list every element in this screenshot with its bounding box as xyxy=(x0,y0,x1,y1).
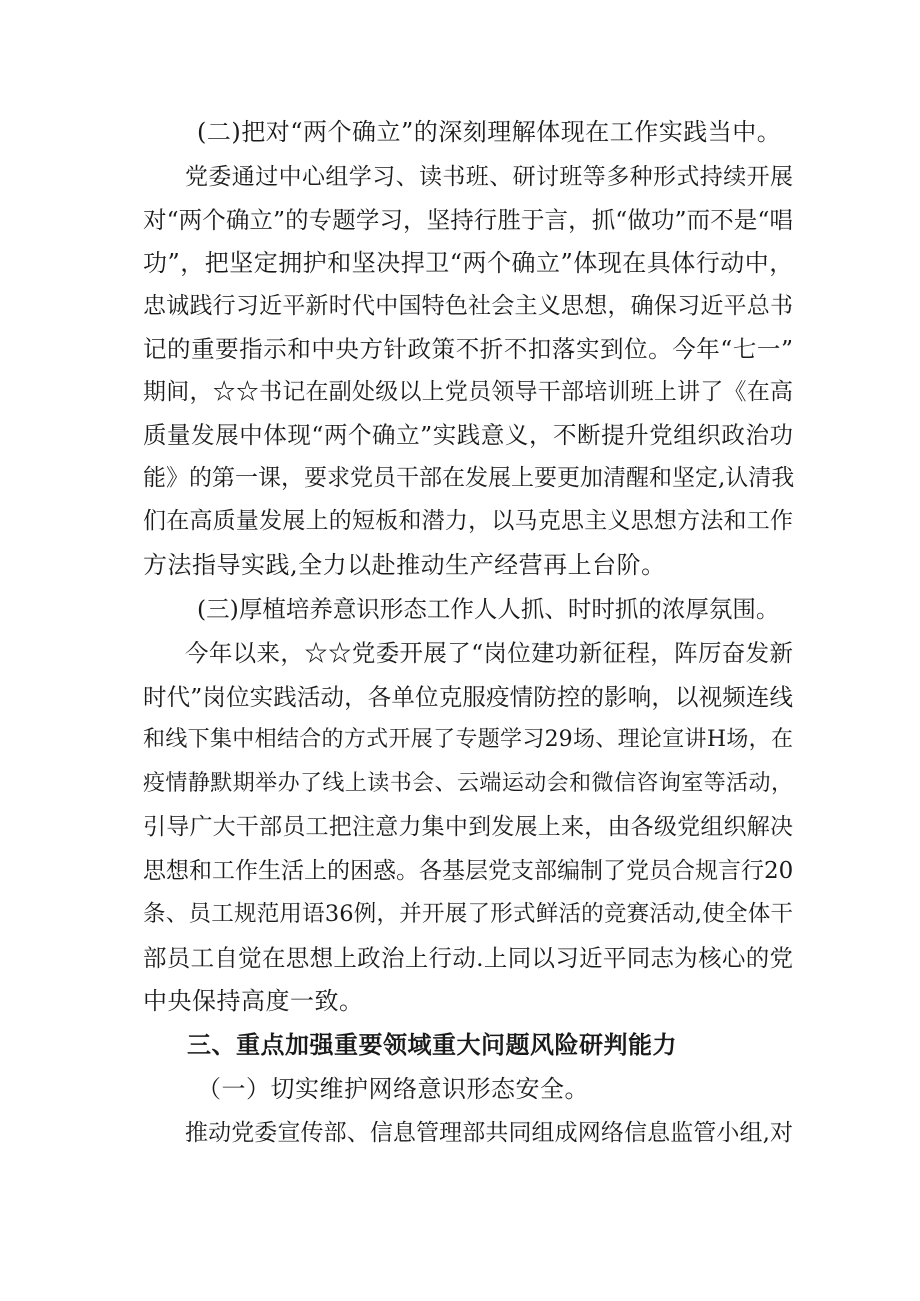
paragraph-line: 能》的第一课，要求党员干部在发展上要更加清醒和坚定,认清我 xyxy=(143,465,795,491)
paragraph-line: 中央保持高度一致。 xyxy=(143,987,364,1015)
paragraph-line: 时代”岗位实践活动，各单位克服疫情防控的影响，以视频连线 xyxy=(143,683,793,711)
paragraph-line: 部员工自觉在思想上政治上行动.上同以习近平同志为核心的党 xyxy=(143,944,793,972)
paragraph-line: 引导广大干部员工把注意力集中到发展上来，由各级党组织解决 xyxy=(143,814,793,840)
paragraph-line: 思想和工作生活上的困惑。各基层党支部编制了党员合规言行20 xyxy=(143,858,794,884)
paragraph-line: 条、员工规范用语36例，并开展了形式鲜活的竞赛活动,使全体干 xyxy=(143,901,793,927)
paragraph-line: 功”，把坚定拥护和坚决捍卫“两个确立”体现在具体行动中， xyxy=(143,249,794,277)
subheading-2: (二)把对“两个确立”的深刻理解体现在工作实践当中。 xyxy=(197,118,782,146)
paragraph-line: 疫情静默期举办了线上读书会、云端运动会和微信咨询室等活动， xyxy=(143,771,793,796)
subheading-3: (三)厚植培养意识形态工作人人抓、时时抓的浓厚氛围。 xyxy=(197,595,780,623)
paragraph-line: 和线下集中相结合的方式开展了专题学习29场、理论宣讲H场，在 xyxy=(143,727,793,752)
paragraph-line: 今年以来，☆☆党委开展了“岗位建功新征程，阵厉奋发新 xyxy=(185,639,793,667)
paragraph-line: 期间，☆☆书记在副处级以上党员领导干部培训班上讲了《在高 xyxy=(143,379,793,405)
paragraph-line: 党委通过中心组学习、读书班、研讨班等多种形式持续开展 xyxy=(185,164,793,190)
paragraph-line: 对“两个确立”的专题学习，坚持行胜于言，抓“做功”而不是“唱 xyxy=(143,206,793,234)
paragraph-line: 推动党委宣传部、信息管理部共同组成网络信息监管小组,对 xyxy=(185,1120,793,1146)
section-heading-3: 三、重点加强重要领域重大问题风险研判能力 xyxy=(187,1031,677,1059)
paragraph-line: 记的重要指示和中央方针政策不折不扣落实到位。今年“七一” xyxy=(143,335,793,363)
paragraph-line: 质量发展中体现“两个确立”实践意义，不断提升党组织政治功 xyxy=(143,421,793,449)
subheading-1: （一）切实维护网络意识形态安全。 xyxy=(197,1075,589,1103)
paragraph-line: 们在高质量发展上的短板和潜力，以马克思主义思想方法和工作 xyxy=(143,508,793,534)
paragraph-line: 忠诚践行习近平新时代中国特色社会主义思想，确保习近平总书 xyxy=(143,293,793,319)
paragraph-line: 方法指导实践,全力以赴推动生产经营再上台阶。 xyxy=(143,551,666,579)
